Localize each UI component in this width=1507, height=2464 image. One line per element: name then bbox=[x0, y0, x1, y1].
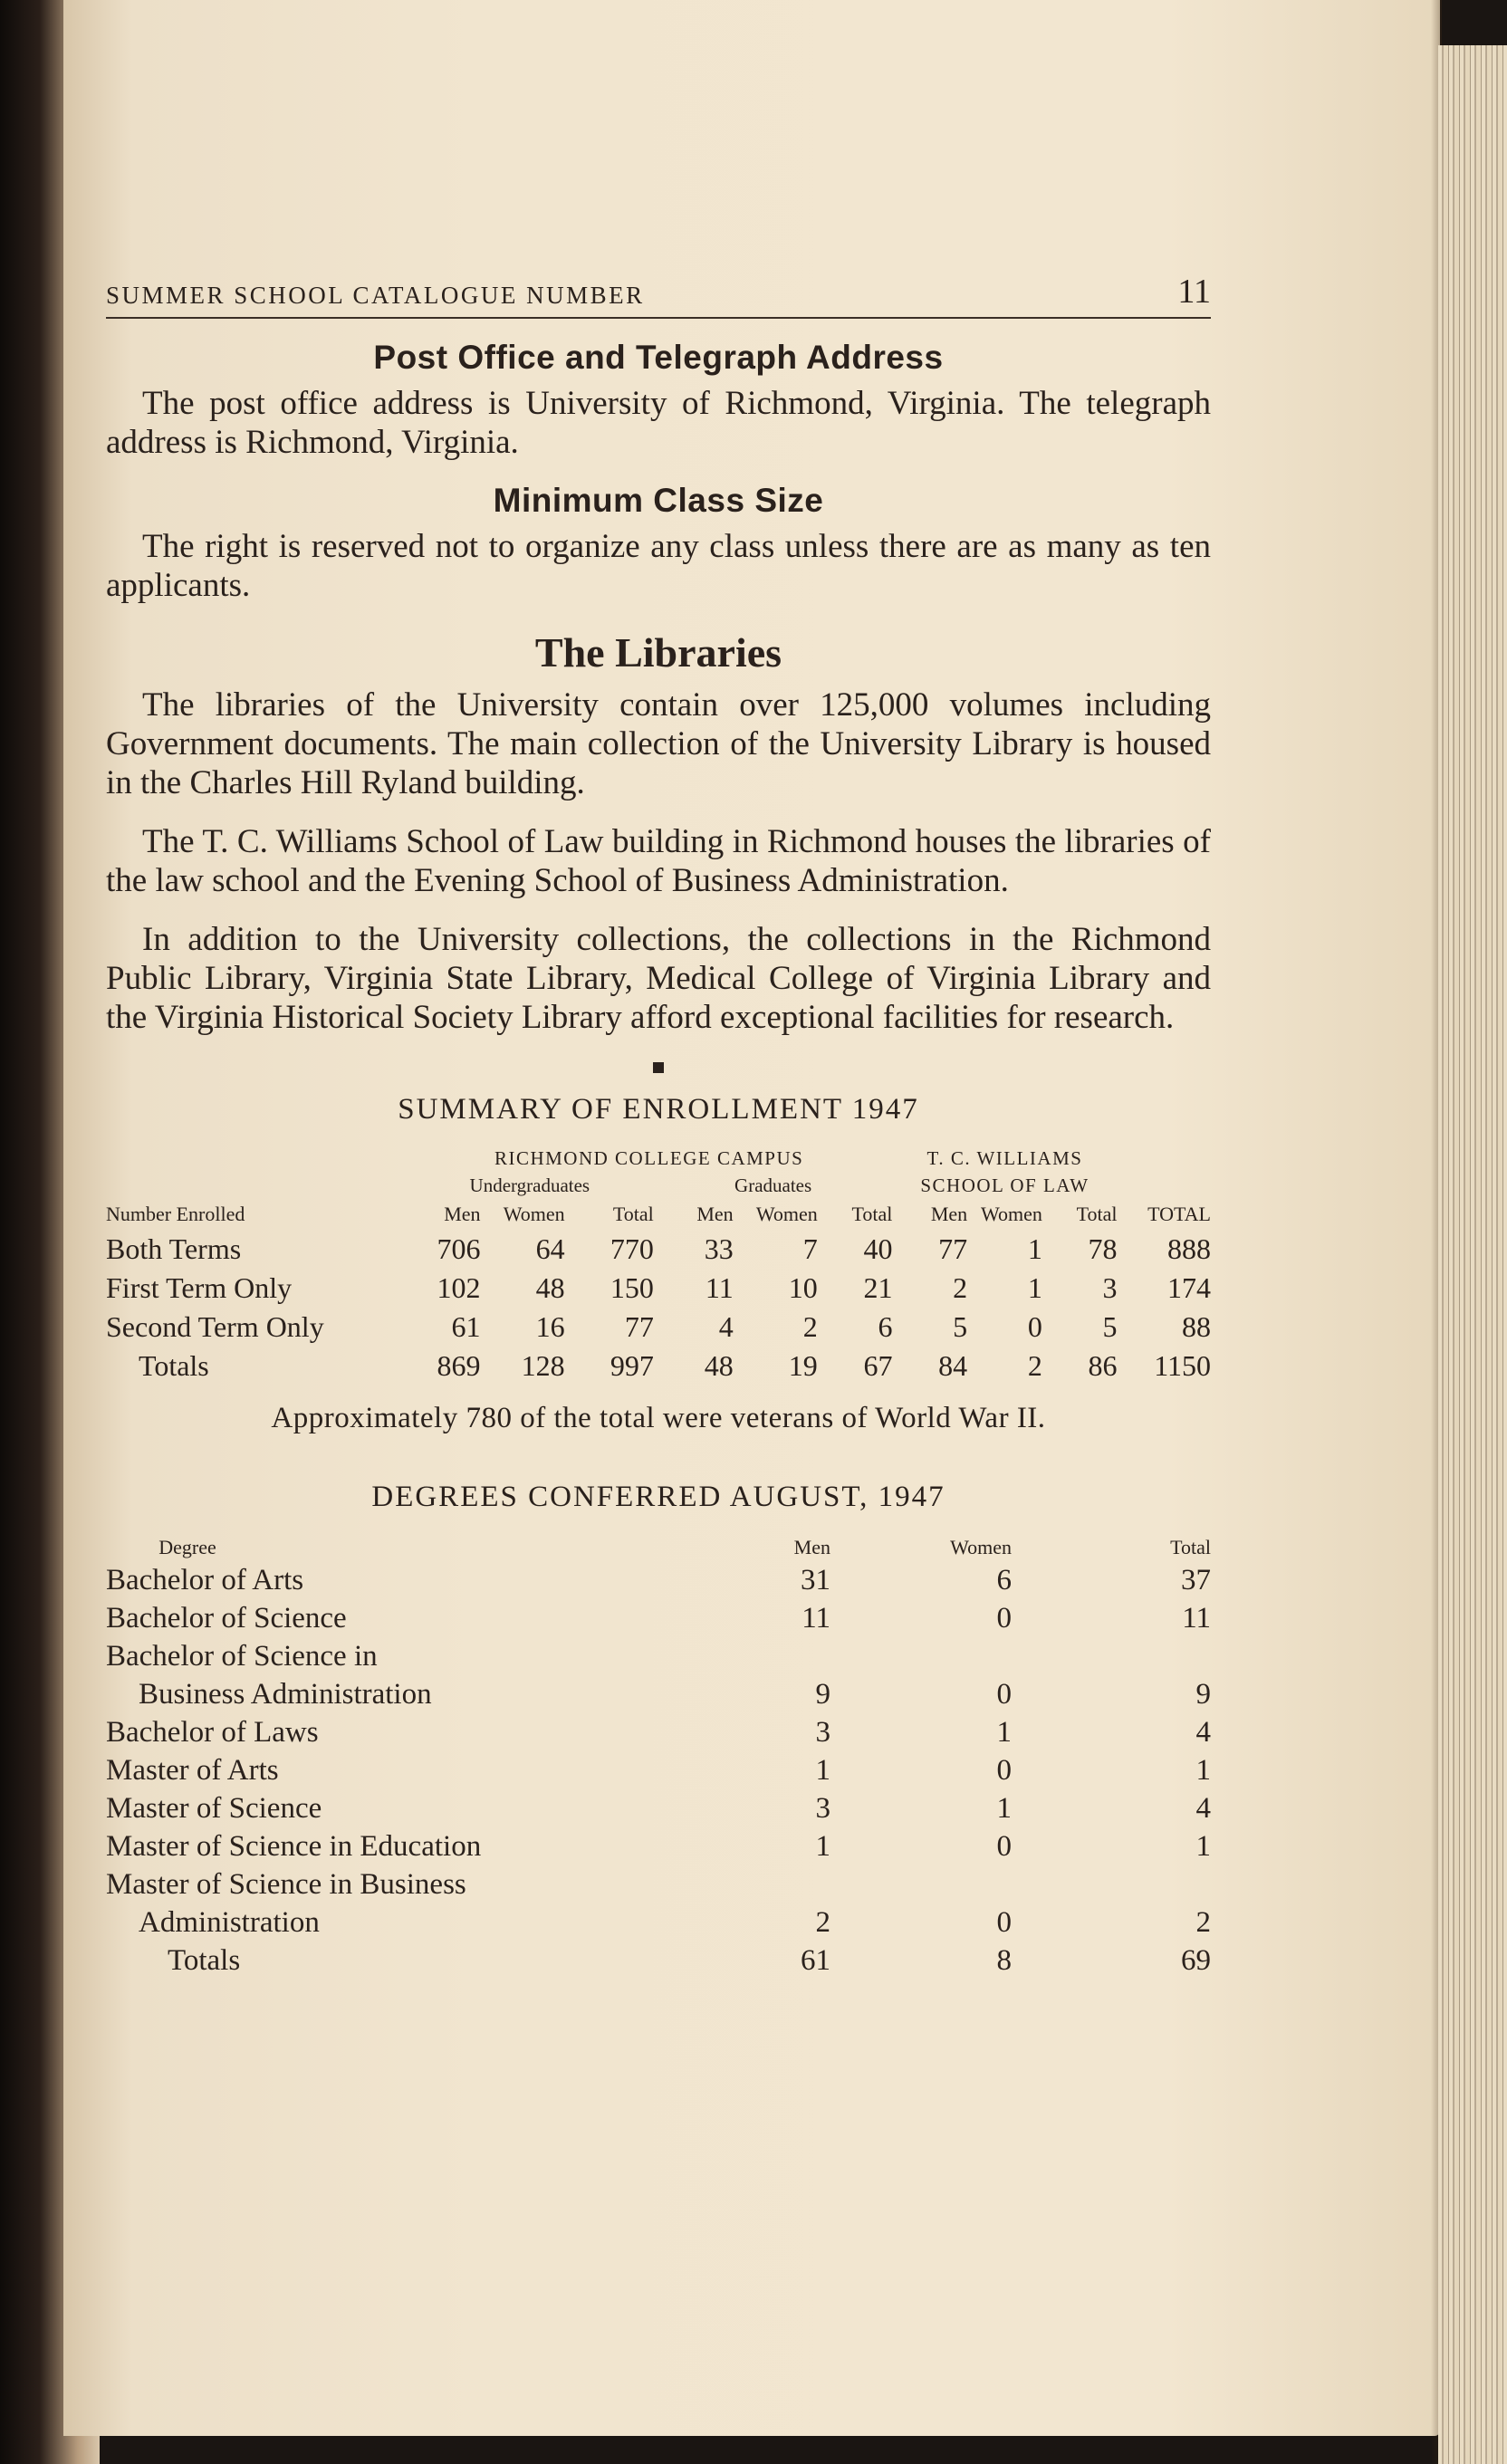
cell: 770 bbox=[610, 1232, 654, 1265]
cell: 3 bbox=[815, 1792, 830, 1825]
table-row bbox=[106, 1308, 1211, 1347]
cell: 88 bbox=[1182, 1310, 1211, 1343]
header-cell: Women bbox=[755, 1203, 818, 1225]
header-cell: Women bbox=[503, 1203, 565, 1225]
enrollment-table bbox=[106, 1145, 1211, 1385]
cell: 3 bbox=[1102, 1271, 1118, 1304]
header-cell: Total bbox=[1076, 1203, 1118, 1225]
cell: 61 bbox=[801, 1944, 830, 1977]
table-row bbox=[106, 1902, 1211, 1940]
cell: 11 bbox=[801, 1602, 830, 1635]
cell: 888 bbox=[1167, 1232, 1211, 1265]
cell: 2 bbox=[1027, 1349, 1042, 1382]
cell: 1150 bbox=[1154, 1349, 1211, 1382]
degree-label: Master of Science in Education bbox=[106, 1830, 482, 1863]
header-cell: TOTAL bbox=[1147, 1203, 1211, 1225]
cell bbox=[722, 1635, 830, 1673]
cell: 19 bbox=[788, 1349, 818, 1382]
page-number: 11 bbox=[1177, 273, 1211, 311]
table-row bbox=[106, 1864, 1211, 1902]
group-tc-williams: T. C. WILLIAMS bbox=[926, 1146, 1083, 1169]
degree-label: Master of Arts bbox=[106, 1754, 279, 1787]
header-cell: Men bbox=[793, 1536, 830, 1558]
cell: 1 bbox=[1195, 1830, 1211, 1863]
header-cell: Degree bbox=[158, 1536, 216, 1558]
libraries-heading: The Libraries bbox=[534, 629, 782, 676]
cell: 128 bbox=[521, 1349, 565, 1382]
degree-label: Master of Science bbox=[106, 1792, 322, 1825]
cell: 4 bbox=[718, 1310, 734, 1343]
libraries-paragraph-3: In addition to the University collections, the collections in the Richmond Public Library, Virginia State Library, Medical College of Virginia Library and the Virginia Historical Society Library afford exceptional facilities for research. bbox=[106, 921, 1211, 1036]
veterans-note: Approximately 780 of the total were veterans of World War II. bbox=[271, 1402, 1046, 1434]
cell: 102 bbox=[437, 1271, 481, 1304]
cell: 21 bbox=[863, 1271, 893, 1304]
cell: 33 bbox=[704, 1232, 734, 1265]
header-cell: Men bbox=[930, 1203, 968, 1225]
cell: 40 bbox=[863, 1232, 893, 1265]
table-row bbox=[106, 1673, 1211, 1711]
subgroup-undergraduates: Undergraduates bbox=[469, 1174, 590, 1196]
table-row bbox=[106, 1711, 1211, 1750]
cell: 1 bbox=[1195, 1754, 1211, 1787]
cell: 3 bbox=[815, 1716, 830, 1749]
row-label: First Term Only bbox=[106, 1271, 293, 1304]
header-cell: Men bbox=[696, 1203, 734, 1225]
enrollment-group-row bbox=[106, 1145, 1211, 1172]
subgroup-graduates: Graduates bbox=[734, 1174, 812, 1196]
cell: 0 bbox=[996, 1830, 1012, 1863]
table-row bbox=[106, 1750, 1211, 1788]
table-row bbox=[106, 1230, 1211, 1269]
cell: 2 bbox=[815, 1906, 830, 1939]
cell: 11 bbox=[1182, 1602, 1211, 1635]
cell: 10 bbox=[788, 1271, 818, 1304]
cell: 5 bbox=[953, 1310, 968, 1343]
degree-label: Master of Science in Business bbox=[106, 1868, 466, 1901]
header-cell: Men bbox=[444, 1203, 481, 1225]
degree-label: Bachelor of Science in bbox=[106, 1640, 378, 1673]
cell: 61 bbox=[451, 1310, 481, 1343]
row-label: Both Terms bbox=[106, 1232, 242, 1265]
page-content bbox=[106, 263, 1211, 1978]
table-row bbox=[106, 1559, 1211, 1597]
degree-label: Bachelor of Arts bbox=[106, 1564, 304, 1596]
cell: 2 bbox=[953, 1271, 968, 1304]
running-head-title: SUMMER SCHOOL CATALOGUE NUMBER bbox=[106, 282, 645, 309]
post-office-heading: Post Office and Telegraph Address bbox=[373, 339, 944, 376]
cell: 869 bbox=[437, 1349, 481, 1382]
header-cell: Total bbox=[612, 1203, 654, 1225]
header-cell: Number Enrolled bbox=[106, 1203, 245, 1225]
row-label: Totals bbox=[139, 1349, 209, 1382]
cell: 67 bbox=[863, 1349, 893, 1382]
degree-label: Business Administration bbox=[139, 1678, 432, 1711]
table-row bbox=[106, 1597, 1211, 1635]
cell: 706 bbox=[437, 1232, 481, 1265]
degree-label: Bachelor of Laws bbox=[106, 1716, 319, 1749]
min-class-text: The right is reserved not to organize any class unless there are as many as ten applicants. bbox=[106, 528, 1211, 604]
table-row-totals bbox=[106, 1347, 1211, 1385]
cell: 84 bbox=[938, 1349, 968, 1382]
cell: 48 bbox=[535, 1271, 565, 1304]
cell: 78 bbox=[1088, 1232, 1118, 1265]
cell: 9 bbox=[815, 1678, 830, 1711]
cell bbox=[1012, 1635, 1211, 1673]
enrollment-header-row bbox=[106, 1199, 1211, 1230]
libraries-paragraph-1: The libraries of the University contain over 125,000 volumes including Government documents. The main collection of the University Library is housed in the Charles Hill Ryland building. bbox=[106, 686, 1211, 801]
page-edges bbox=[1438, 45, 1507, 2464]
cell: 9 bbox=[1195, 1678, 1211, 1711]
cell: 86 bbox=[1088, 1349, 1118, 1382]
cell bbox=[830, 1864, 1012, 1902]
cell: 1 bbox=[1027, 1232, 1042, 1265]
cell: 1 bbox=[996, 1792, 1012, 1825]
cell: 0 bbox=[996, 1754, 1012, 1787]
header-cell: Women bbox=[950, 1536, 1012, 1558]
cell: 0 bbox=[996, 1906, 1012, 1939]
cell: 997 bbox=[610, 1349, 654, 1382]
cell: 6 bbox=[878, 1310, 893, 1343]
enrollment-subgroup-row bbox=[106, 1172, 1211, 1199]
cell: 0 bbox=[996, 1602, 1012, 1635]
row-label: Second Term Only bbox=[106, 1310, 324, 1343]
cell: 6 bbox=[996, 1564, 1012, 1596]
enrollment-title: SUMMARY OF ENROLLMENT 1947 bbox=[398, 1093, 919, 1126]
cell bbox=[830, 1635, 1012, 1673]
degrees-table bbox=[106, 1532, 1211, 1978]
header-cell: Total bbox=[851, 1203, 893, 1225]
header-cell: Women bbox=[980, 1203, 1042, 1225]
cell: 0 bbox=[1027, 1310, 1042, 1343]
header-cell: Total bbox=[1170, 1536, 1211, 1558]
cell: 1 bbox=[1027, 1271, 1042, 1304]
cell: 69 bbox=[1181, 1944, 1211, 1977]
post-office-text: The post office address is University of Richmond, Virginia. The telegraph address is Richmond, Virginia. bbox=[106, 385, 1211, 461]
table-row bbox=[106, 1635, 1211, 1673]
degree-label: Bachelor of Science bbox=[106, 1602, 347, 1635]
group-richmond-college: RICHMOND COLLEGE CAMPUS bbox=[494, 1146, 804, 1169]
cell: 0 bbox=[996, 1678, 1012, 1711]
table-row-totals bbox=[106, 1940, 1211, 1978]
cell: 2 bbox=[802, 1310, 818, 1343]
cell: 37 bbox=[1181, 1564, 1211, 1596]
cell: 77 bbox=[938, 1232, 968, 1265]
cell bbox=[1012, 1864, 1211, 1902]
cell: 4 bbox=[1195, 1716, 1211, 1749]
cell: 7 bbox=[802, 1232, 818, 1265]
min-class-heading: Minimum Class Size bbox=[493, 482, 824, 519]
cell: 48 bbox=[704, 1349, 734, 1382]
cell bbox=[722, 1864, 830, 1902]
degree-label: Administration bbox=[139, 1906, 320, 1939]
table-row bbox=[106, 1826, 1211, 1864]
cell: 174 bbox=[1167, 1271, 1211, 1304]
group-school-of-law: SCHOOL OF LAW bbox=[920, 1174, 1089, 1196]
cell: 31 bbox=[801, 1564, 830, 1596]
cell: 150 bbox=[610, 1271, 654, 1304]
table-row bbox=[106, 1788, 1211, 1826]
cell: 77 bbox=[624, 1310, 654, 1343]
cell: 8 bbox=[996, 1944, 1012, 1977]
cell: 5 bbox=[1102, 1310, 1118, 1343]
cell: 2 bbox=[1195, 1906, 1211, 1939]
degrees-title: DEGREES CONFERRED AUGUST, 1947 bbox=[371, 1481, 945, 1513]
table-row bbox=[106, 1269, 1211, 1308]
libraries-paragraph-2: The T. C. Williams School of Law building in Richmond houses the libraries of the law school and the Evening School of Business Administration. bbox=[106, 823, 1211, 899]
cell: 1 bbox=[996, 1716, 1012, 1749]
degree-label: Totals bbox=[168, 1944, 241, 1977]
cell: 1 bbox=[815, 1754, 830, 1787]
section-divider-bullet bbox=[653, 1062, 664, 1073]
cell: 11 bbox=[705, 1271, 734, 1304]
cell: 64 bbox=[535, 1232, 565, 1265]
cell: 4 bbox=[1195, 1792, 1211, 1825]
degrees-header-row bbox=[106, 1532, 1211, 1559]
running-head bbox=[106, 263, 1211, 319]
cell: 16 bbox=[535, 1310, 565, 1343]
cell: 1 bbox=[815, 1830, 830, 1863]
